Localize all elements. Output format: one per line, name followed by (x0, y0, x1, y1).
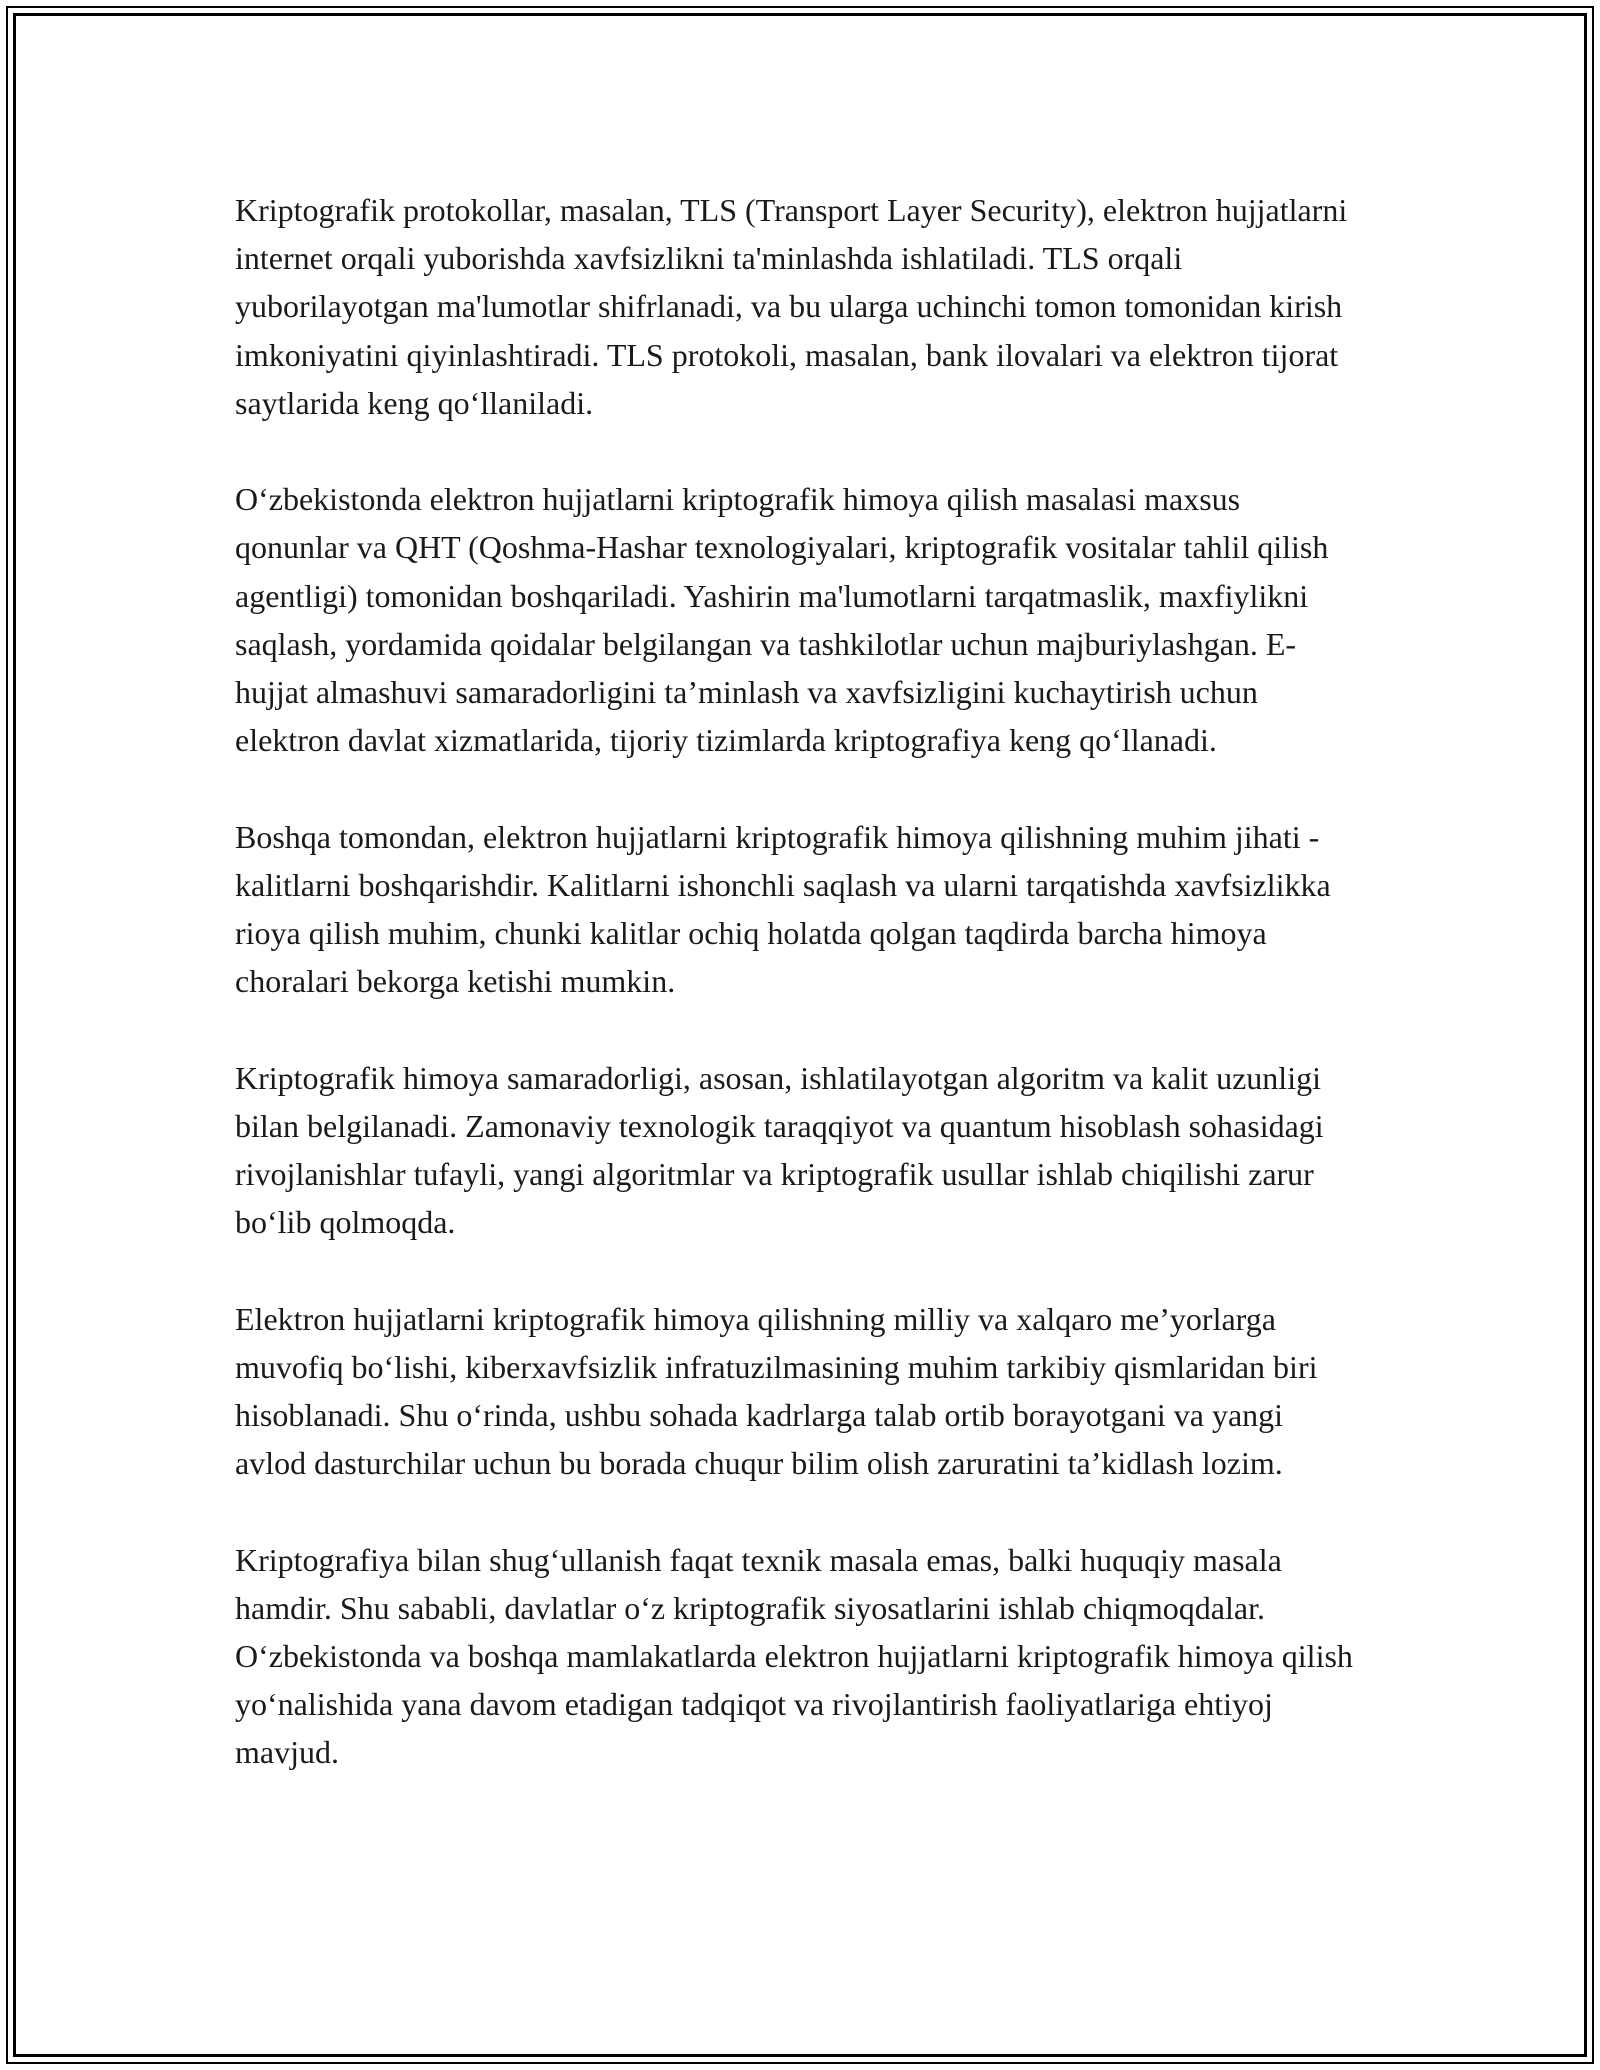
paragraph-legal-aspect: Kriptografiya bilan shug‘ullanish faqat texnik masala emas, balki huquqiy masala hamdir. Shu sababli, davlatlar o‘z kriptografik siyosatlarini ishlab chiqmoqdalar. O‘zbekistonda va boshqa mamlakatlarda elektron hujjatlarni kriptografik himoya qilish yo‘nalishida yana davom etadigan tadqiqot va rivojlantirish faoliyatlariga ehtiyoj mavjud. (235, 1541, 1353, 1771)
paragraph-key-management: Boshqa tomondan, elektron hujjatlarni kriptografik himoya qilishning muhim jihati - kalitlarni boshqarishdir. Kalitlarni ishonchli saqlash va ularni tarqatishda xavfsizlikka rioya qilish muhim, chunki kalitlar ochiq holatda qolgan taqdirda barcha himoya choralari bekorga ketishi mumkin. (235, 818, 1331, 1000)
paragraph-standards-compliance: Elektron hujjatlarni kriptografik himoya qilishning milliy va xalqaro me’yorlarga muvofiq bo‘lishi, kiberxavfsizlik infratuzilmasining muhim tarkibiy qismlaridan biri hisoblanadi. Shu o‘rinda, ushbu sohada kadrlarga talab ortib borayotgani va yangi avlod dasturchilar uchun bu borada chuqur bilim olish zaruratini ta’kidlash lozim. (235, 1300, 1318, 1482)
paragraph-tls: Kriptografik protokollar, masalan, TLS (Transport Layer Security), elektron hujjatlarni internet orqali yuborishda xavfsizlikni ta'minlashda ishlatiladi. TLS orqali yuborilayotgan ma'lumotlar shifrlanadi, va bu ularga uchinchi tomon tomonidan kirish imkoniyatini qiyinlashtiradi. TLS protokoli, masalan, bank ilovalari va elektron tijorat saytlarida keng qo‘llaniladi. (235, 192, 1348, 421)
document-body (235, 186, 1360, 1777)
paragraph-algorithm-effectiveness: Kriptografik himoya samaradorligi, asosan, ishlatilayotgan algoritm va kalit uzunligi bilan belgilanadi. Zamonaviy texnologik taraqqiyot va quantum hisoblash sohasidagi rivojlanishlar tufayli, yangi algoritmlar va kriptografik usullar ishlab chiqilishi zarur bo‘lib qolmoqda. (235, 1059, 1324, 1241)
paragraph-uzbekistan-regulation: O‘zbekistonda elektron hujjatlarni kriptografik himoya qilish masalasi maxsus qonunlar va QHT (Qoshma-Hashar texnologiyalari, kriptografik vositalar tahlil qilish agentligi) tomonidan boshqariladi. Yashirin ma'lumotlarni tarqatmaslik, maxfiylikni saqlash, yordamida qoidalar belgilangan va tashkilotlar uchun majburiylashgan. E-hujjat almashuvi samaradorligini ta’minlash va xavfsizligini kuchaytirish uchun elektron davlat xizmatlarida, tijoriy tizimlarda kriptografiya keng qo‘llanadi. (235, 481, 1329, 759)
